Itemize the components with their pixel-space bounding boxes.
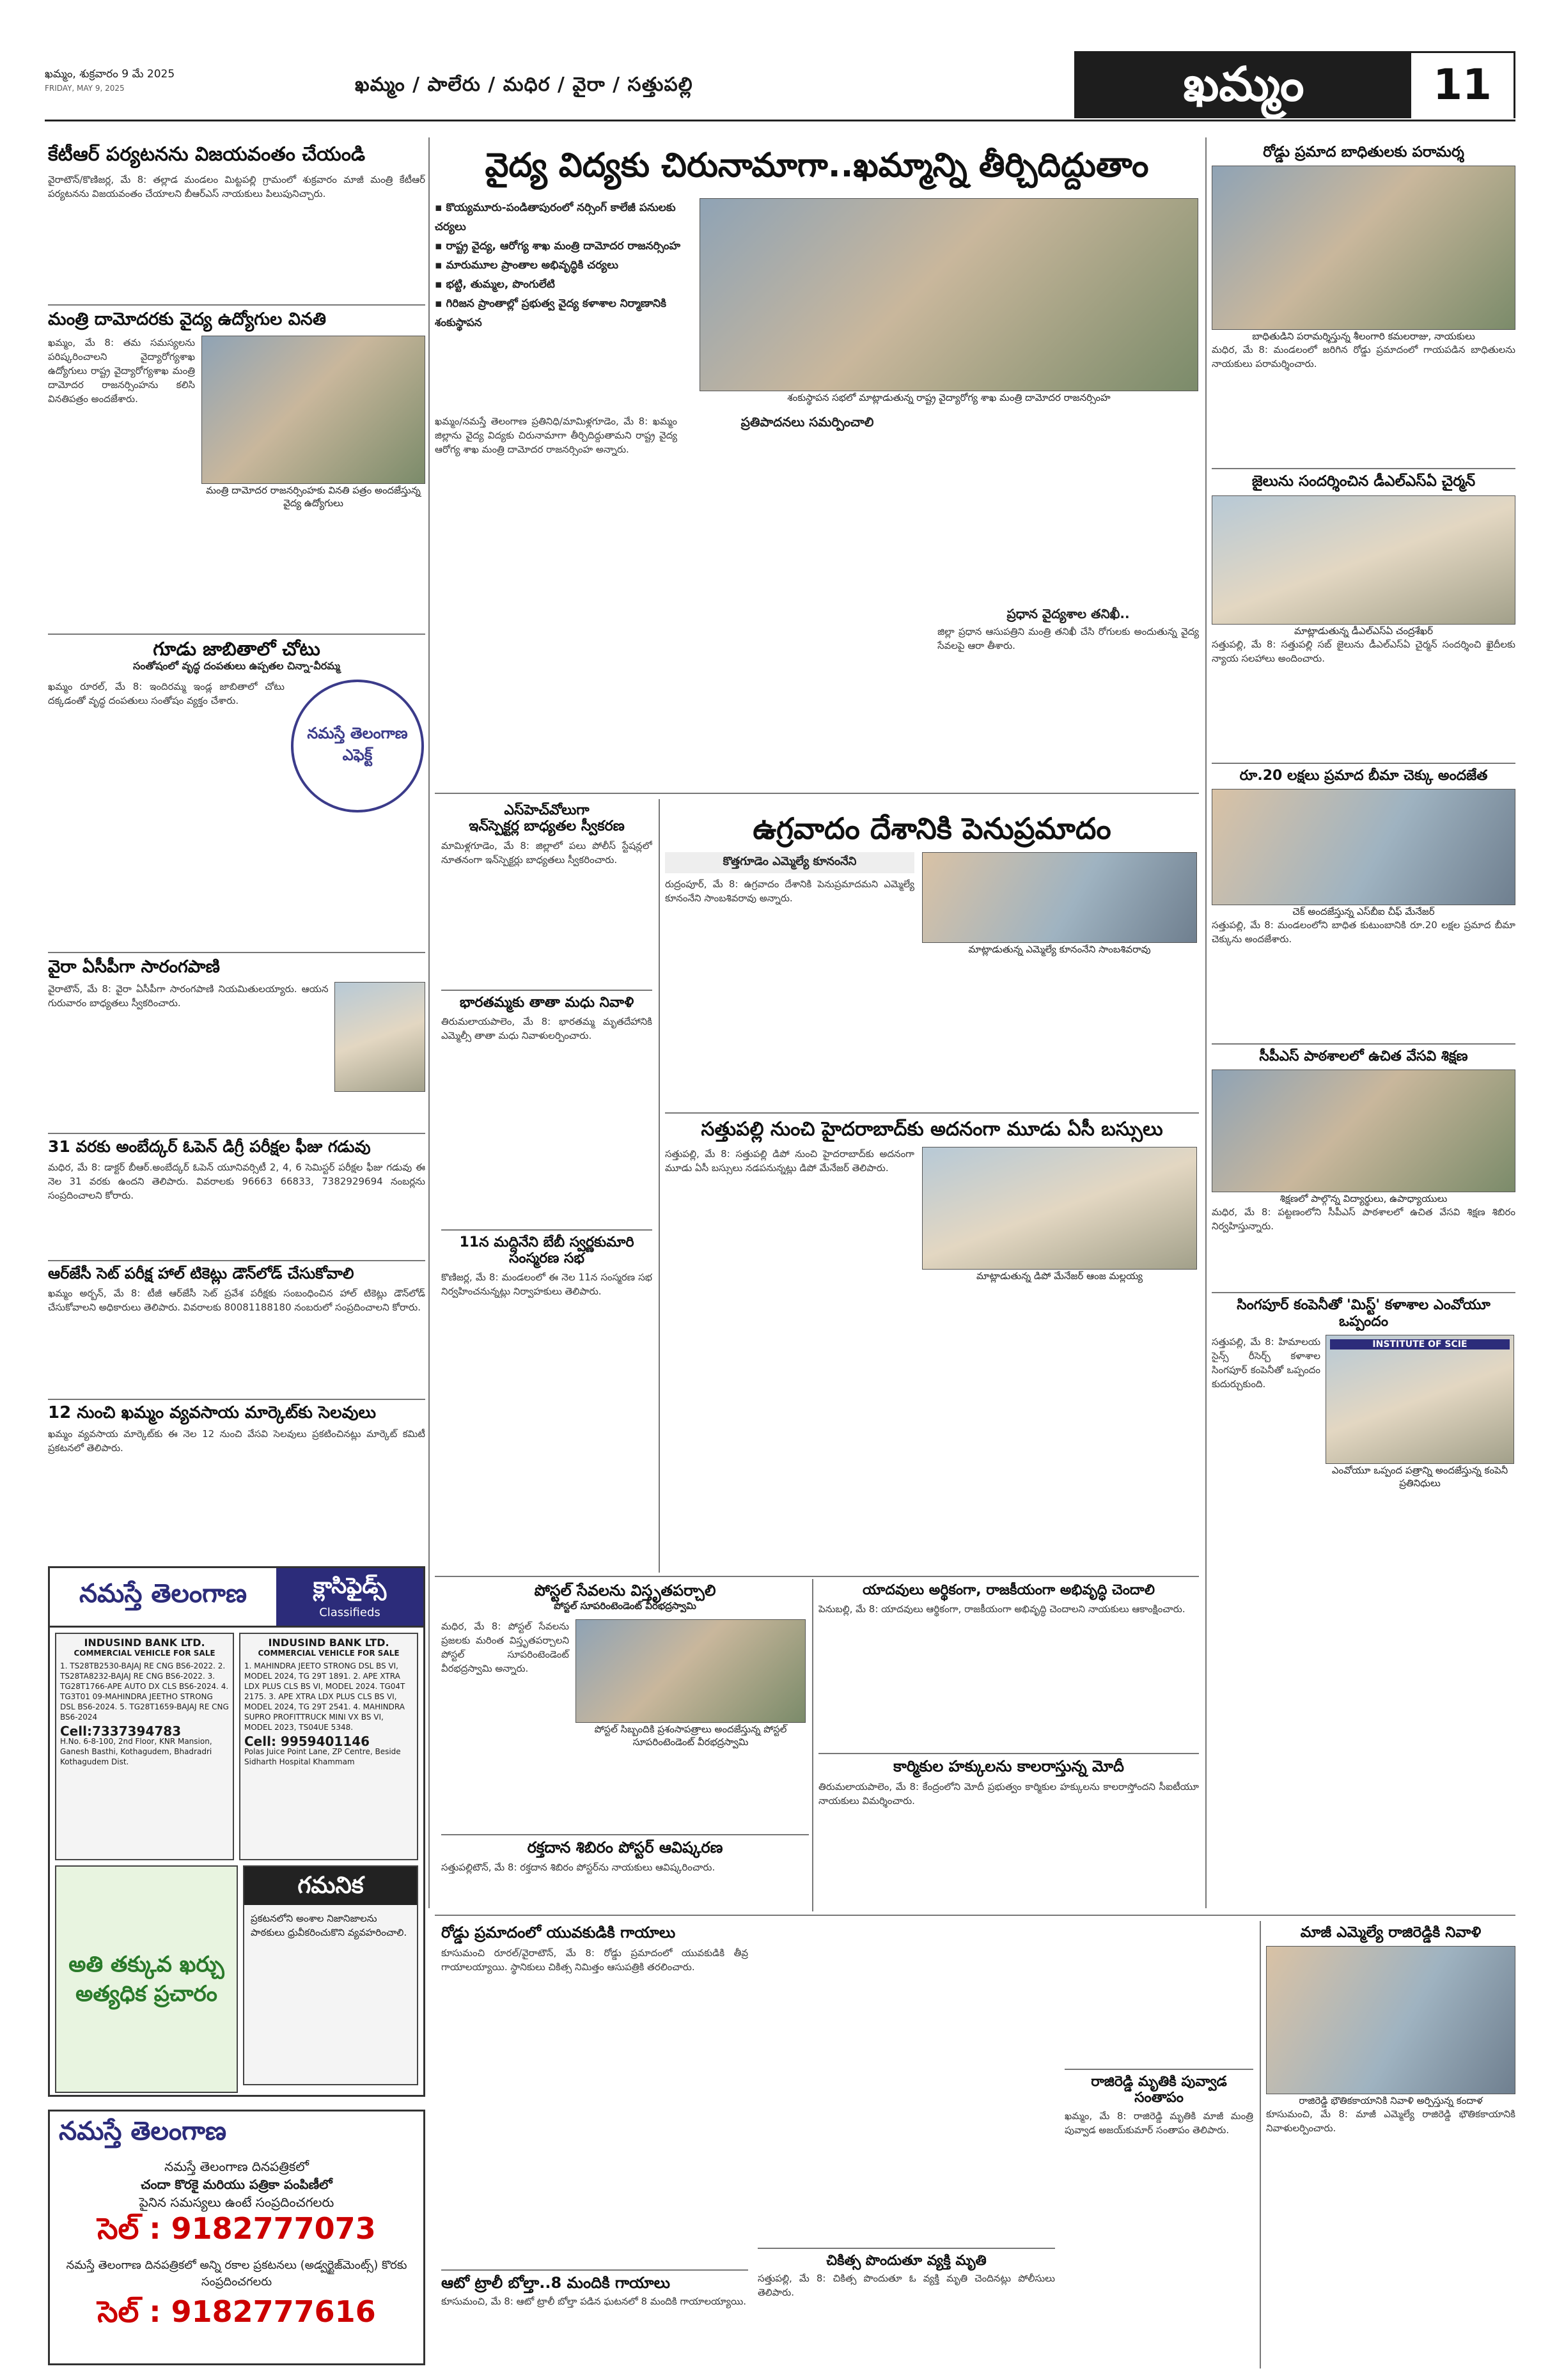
article-body-continued — [686, 433, 928, 752]
article-body: కూసుమంచి, మే 8: ఆటో ట్రాలీ బోల్తా పడిన ఘటనలో 8 మందికి గాయాలయ్యాయి. — [441, 2296, 747, 2308]
page-number: 11 — [1409, 51, 1515, 118]
article-body: ఖమ్మం, మే 8: తమ సమస్యలను పరిష్కరించాలని వైద్యారోగ్యశాఖ ఉద్యోగులు రాష్ట్ర వైద్యారోగ్యశాఖ మంత్రి దామోదర రాజనర్సింహను కలిసి వినతిపత్రం అందజేశారు. — [48, 336, 195, 405]
divider — [1212, 468, 1515, 469]
headline: రోడ్డు ప్రమాదంలో యువకుడికి గాయాలు — [441, 1924, 676, 1941]
headline: గూడు జాబితాలో చోటు — [153, 637, 320, 660]
headline: రాజిరెడ్డి మృతికి పువ్వాడ సంతాపం — [1091, 2074, 1227, 2106]
headline: కార్మికుల హక్కులను కాలరాస్తున్న మోదీ — [893, 1757, 1124, 1776]
divider — [48, 1399, 425, 1400]
city-name: ఖమ్మం — [1183, 57, 1304, 112]
column-rule — [812, 1579, 813, 1911]
article-body-continued — [758, 1924, 1055, 2244]
headline: మంత్రి దామోదరకు వైద్య ఉద్యోగుల వినతి — [48, 309, 326, 329]
ad-title: INDUSIND BANK LTD. — [268, 1637, 389, 1649]
ad-phone: Cell:7337394783 — [60, 1723, 182, 1739]
headline: ఆర్‌జేసీ సెట్ పరీక్ష హాల్ టికెట్లు డౌన్‌లోడ్ చేసుకోవాలి — [48, 1264, 354, 1282]
ad-paper-name: నమస్తే తెలంగాణ — [79, 1579, 247, 1608]
ad-line: చందా కొరకై మరియు పత్రికా పంపిణీలో — [141, 2177, 333, 2192]
headline: 12 నుంచి ఖమ్మం వ్యవసాయ మార్కెట్‌కు సెలవులు — [48, 1403, 376, 1423]
ad-phone: సెల్ : 9182777616 — [97, 2294, 376, 2329]
headline: 11న మద్దినేని బేబీ స్వర్ణకుమారి సంస్మరణ సభ — [459, 1234, 634, 1267]
headline: భారతమ్మకు తాతా మధు నివాళి — [459, 994, 634, 1011]
news-photo — [1266, 1946, 1515, 2094]
highlight-item: ▪ మారుమూల ప్రాంతాల అభివృద్ధికి చర్యలు — [435, 256, 691, 275]
news-photo — [1212, 1069, 1515, 1192]
ad-subtitle: COMMERCIAL VEHICLE FOR SALE — [74, 1649, 215, 1658]
highlights-list — [435, 198, 691, 332]
divider — [435, 1576, 1199, 1577]
photo-caption: పోస్టల్ సిబ్బందికి ప్రశంసాపత్రాలు అందజేస్తున్న పోస్టల్ సూపరింటెండెంట్ వీరభద్రస్వామి — [594, 1723, 787, 1748]
city-banner — [1074, 51, 1515, 118]
article-body-continued — [937, 414, 1199, 606]
divider — [48, 1260, 425, 1261]
news-photo — [1326, 1335, 1514, 1464]
postal-story — [441, 1582, 809, 1918]
photo-caption: మంత్రి దామోదర రాజనర్సింహకు వినతి పత్రం అందజేస్తున్న వైద్య ఉద్యోగులు — [206, 484, 421, 509]
article-body: సత్తుపల్లి, మే 8: సత్తుపల్లి డిపో నుంచి హైదరాబాద్‌కు అదనంగా మూడు ఏసీ బస్సులు నడపనున్నట్లు డిపో మేనేజర్ తెలిపారు. — [665, 1148, 914, 1174]
ad-line: నమస్తే తెలంగాణ దినపత్రికలో — [164, 2159, 309, 2174]
lead-photo — [700, 198, 1198, 391]
right-column — [1212, 144, 1515, 1501]
article-body: కొణిజర్ల, మే 8: మండలంలో ఈ నెల 11న సంస్మరణ సభ నిర్వహించనున్నట్లు నిర్వాహకులు తెలిపారు. — [441, 1272, 652, 1298]
photo-caption: ఎంవోయూ ఒప్పంద పత్రాన్ని అందజేస్తున్న కంపెనీ ప్రతినిధులు — [1331, 1465, 1508, 1489]
ad-body: 1. MAHINDRA JEETO STRONG DSL BS VI, MODEL 2024, TG 29T 1891. 2. APE XTRA LDX PLUS CLS BS VI, MODEL 2024. TG04T 2175. 3. APE XTRA LDX PLUS CLS BS VI, MODEL 2024, TG 29T 2541. 4. MAHINDRA SUPRO PROFITTRUCK MINI VX BS VI, MODEL 2023, TS04UE 5348. — [244, 1661, 405, 1732]
article-body: సత్తుపల్లి, మే 8: చికిత్స పొందుతూ ఓ వ్యక్తి మృతి చెందినట్లు పోలీసులు తెలిపారు. — [758, 2273, 1055, 2299]
photo-caption: మాట్లాడుతున్న ఎమ్మెల్యే కూనంనేని సాంబశివరావు — [968, 943, 1151, 955]
article-body: తిరుమలాయపాలెం, మే 8: భారతమ్మ మృతదేహానికి ఎమ్మెల్సీ తాతా మధు నివాళులర్పించారు. — [441, 1015, 652, 1041]
subscription-ad — [48, 2110, 425, 2365]
effect-logo: నమస్తే తెలంగాణ ఎఫెక్ట్ — [291, 680, 424, 813]
vehicle-sale-ad — [239, 1633, 418, 1860]
ad-line: నమస్తే తెలంగాణ దినపత్రికలో అన్ని రకాల ప్రకటనలు (అడ్వర్టైజ్‌మెంట్స్) కొరకు సంప్రదించగలరు — [66, 2259, 407, 2289]
ad-paper-name: నమస్తే తెలంగాణ — [59, 2117, 227, 2146]
ad-phone: Cell: 9959401146 — [244, 1734, 370, 1749]
article-body: మధిర, మే 8: పట్టణంలోని సీపీఎస్ పాఠశాలలో ఉచిత వేసవి శిక్షణ శిబిరం నిర్వహిస్తున్నారు. — [1212, 1206, 1515, 1233]
article-body: మధిర, మే 8: పోస్టల్ సేవలను ప్రజలకు మరింత విస్తృతపర్చాలని పోస్టల్ సూపరింటెండెంట్ వీరభద్రస్వామి అన్నారు. — [441, 1620, 569, 1674]
article-body: మధిర, మే 8: డాక్టర్ బీఆర్.అంబేద్కర్ ఓపెన్ యూనివర్సిటీ 2, 4, 6 సెమిస్టర్ పరీక్షల ఫీజు గడువు ఈ నెల 31 వరకు ఉందని తెలిపారు. వివరాలకు 96663 66833, 7382929694 నంబర్లను సంప్రదించాలని కోరారు. — [48, 1161, 425, 1201]
photo-caption: బాధితుడిని పరామర్శిస్తున్న శీలంగారి కమలరాజు, నాయకులు — [1252, 331, 1475, 343]
subheadline: కొత్తగూడెం ఎమ్మెల్యే కూనంనేని — [665, 852, 914, 873]
divider — [1065, 2069, 1253, 2070]
article-body: ఖమ్మం, మే 8: రాజిరెడ్డి మృతికి మాజీ మంత్రి పువ్వాడ అజయ్‌కుమార్ సంతాపం తెలిపారు. — [1065, 2110, 1253, 2136]
left-column — [48, 144, 425, 1510]
news-briefs-column — [441, 802, 652, 1468]
ad-body: 1. TS28TB2530-BAJAJ RE CNG BS6-2022. 2. TS28TA8232-BAJAJ RE CNG BS6-2022. 3. TG28T1766-APE AUTO DX CLS BS6-2024. 4. TG3T01 09-MAHINDRA JEETHO STRONG DSL BS6-2024. 5. TG28T1659-BAJAJ RE CNG BS6-2024 — [60, 1661, 229, 1722]
divider — [48, 1133, 425, 1134]
divider — [435, 1915, 1515, 1916]
divider — [1212, 1043, 1515, 1045]
ad-address: Polas Juice Point Lane, ZP Centre, Beside Sidharth Hospital Khammam — [244, 1747, 401, 1766]
news-photo — [1212, 166, 1515, 330]
headline: రక్తదాన శిబిరం పోస్టర్ ఆవిష్కరణ — [527, 1838, 723, 1856]
ad-line: పైనిన సమస్యలు ఉంటే సంప్రదించగలరు — [139, 2195, 334, 2210]
column-rule — [659, 799, 660, 1573]
highlight-item: ▪ గిరిజన ప్రాంతాల్లో ప్రభుత్వ వైద్య కళాశాల నిర్మాణానికి శంకుస్థాపన — [435, 294, 691, 332]
classifieds-ad — [48, 1566, 425, 2097]
bottom-story — [441, 1924, 748, 2333]
subheadline: పోస్టల్ సూపరింటెండెంట్ వీరభద్రస్వామి — [554, 1599, 696, 1612]
divider — [1212, 763, 1515, 764]
headline: రోడ్డు ప్రమాద బాధితులకు పరామర్శ — [1263, 144, 1464, 160]
photo-caption: శంకుస్థాపన సభలో మాట్లాడుతున్న రాష్ట్ర వైద్యారోగ్య శాఖ మంత్రి దామోదర రాజనర్సింహ — [787, 391, 1111, 403]
news-photo — [922, 1147, 1197, 1270]
divider — [758, 2248, 1055, 2249]
article-body: తిరుమలాయపాలెం, మే 8: కేంద్రంలోని మోదీ ప్రభుత్వం కార్మికుల హక్కులను కాలరాస్తోందని సీఐటీయూ నాయకులు విమర్శించారు. — [818, 1780, 1199, 1807]
article-body-continued — [922, 1282, 1197, 1385]
ad-title: INDUSIND BANK LTD. — [84, 1637, 205, 1649]
divider — [435, 793, 1199, 794]
highlight-item: ▪ కొయ్యమూరు-పండితాపురంలో నర్సింగ్ కాలేజీ పనులకు చర్యలు — [435, 198, 691, 237]
edition-places: ఖమ్మం / పాలేరు / మధిర / వైరా / సత్తుపల్లి — [355, 74, 693, 96]
article-body-continued — [48, 527, 425, 630]
article-body: ఖమ్మం/నమస్తే తెలంగాణ ప్రతినిధి/మామిళ్లగూడెం, మే 8: ఖమ్మం జిల్లాను వైద్య విద్యకు చిరునామాగా తీర్చిదిద్దుతామని రాష్ట్ర వైద్య ఆరోగ్య శాఖ మంత్రి దామోదర రాజనర్సింహ అన్నారు. — [435, 415, 678, 455]
headline: జైలును సందర్శించిన డీఎల్ఎస్ఏ చైర్మన్ — [1251, 473, 1476, 490]
headline: ఎస్‌హెచ్‌వోలుగా — [504, 802, 590, 818]
photo-caption: రాజిరెడ్డి భౌతికకాయానికి నివాళి అర్పిస్తున్న కందాళ — [1299, 2095, 1483, 2107]
headline: సత్తుపల్లి నుంచి హైదరాబాద్‌కు అదనంగా మూడు ఏసీ బస్సులు — [701, 1117, 1163, 1140]
headline: కేటీఆర్ పర్యటనను విజయవంతం చేయండి — [48, 144, 366, 166]
photo-caption: మాట్లాడుతున్న డీఎల్ఎస్ఏ చంద్రశేఖర్ — [1294, 625, 1434, 637]
news-photo — [922, 852, 1197, 943]
date-english: FRIDAY, MAY 9, 2025 — [45, 84, 125, 93]
subheadline: ప్రధాన వైద్యశాల తనిఖీ.. — [1006, 605, 1130, 621]
article-body: పెనుబల్లి, మే 8: యాదవులు ఆర్థికంగా, రాజకీయంగా అభివృద్ధి చెందాలని నాయకులు ఆకాంక్షించారు. — [818, 1603, 1185, 1615]
headline: మాజీ ఎమ్మెల్యే రాజిరెడ్డికి నివాళి — [1300, 1924, 1482, 1941]
divider — [441, 1834, 809, 1835]
ad-phone: సెల్ : 9182777073 — [97, 2211, 376, 2246]
article-body: కూసుమంచి రూరల్/వైరాటౌన్, మే 8: రోడ్డు ప్రమాదంలో యువకుడికి తీవ్ర గాయాలయ్యాయి. స్థానికులు చికిత్స నిమిత్తం ఆసుపత్రికి తరలించారు. — [441, 1947, 748, 1973]
date-telugu: ఖమ్మం, శుక్రవారం 9 మే 2025 — [45, 68, 175, 81]
highlight-item: ▪ రాష్ట్ర వైద్య, ఆరోగ్య శాఖ మంత్రి దామోదర రాజనర్సింహ — [435, 237, 691, 256]
bottom-story — [1266, 1924, 1515, 2318]
dateline — [45, 67, 175, 95]
column-rule — [1205, 137, 1207, 1908]
headline: చికిత్స పొందుతూ వ్యక్తి మృతి — [826, 2253, 987, 2269]
headline: ఆటో ట్రాలీ బోల్తా..8 మందికి గాయాలు — [441, 2273, 670, 2292]
news-photo — [1212, 789, 1515, 905]
bottom-story — [758, 1924, 1055, 2335]
article-body: రుద్రంపూర్, మే 8: ఉగ్రవాదం దేశానికి పెనుప్రమాదమని ఎమ్మెల్యే కూనంనేని సాంబశివరావు అన్నారు. — [665, 878, 914, 904]
article-body: సత్తుపల్లి, మే 8: హిమాలయ సైన్స్ రీసెర్చ్ కళాశాల సింగపూర్ కంపెనీతో ఒప్పందం కుదుర్చుకుంది. — [1212, 1336, 1320, 1390]
article-body: మామిళ్లగూడెం, మే 8: జిల్లాలో పలు పోలీస్ స్టేషన్లలో నూతనంగా ఇన్‌స్పెక్టర్లు బాధ్యతలు స్వీకరించారు. — [441, 839, 652, 866]
portrait-photo — [334, 982, 425, 1092]
photo-caption: శిక్షణలో పాల్గొన్న విద్యార్థులు, ఉపాధ్యాయులు — [1279, 1193, 1448, 1205]
article-body: ఖమ్మం వ్యవసాయ మార్కెట్‌కు ఈ నెల 12 నుంచి వేసవి సెలవులు ప్రకటించినట్లు మార్కెట్ కమిటీ ప్రకటనలో తెలిపారు. — [48, 1428, 425, 1454]
divider — [441, 1229, 652, 1231]
news-photo — [1212, 495, 1515, 625]
highlight-item: ▪ భట్టి, తుమ్మల, పొంగులేటి — [435, 275, 691, 294]
ad-subtitle: COMMERCIAL VEHICLE FOR SALE — [258, 1649, 400, 1658]
photo-caption: చెక్ అందజేస్తున్న ఎస్‌బీఐ చీఫ్ మేనేజర్ — [1292, 906, 1435, 918]
article-body: సత్తుపల్లి, మే 8: మండలంలోని బాధిత కుటుంబానికి రూ.20 లక్షల ప్రమాద బీమా చెక్కును అందజేశారు. — [1212, 919, 1515, 945]
terror-story — [665, 812, 1199, 1390]
headline: సింగపూర్ కంపెనీతో 'మిస్ట్' కళాశాల ఎంవోయూ ఒప్పందం — [1237, 1297, 1490, 1330]
article-body: ఖమ్మం రూరల్, మే 8: ఇందిరమ్మ ఇండ్ల జాబితాలో చోటు దక్కడంతో వృద్ధ దంపతులు సంతోషం వ్యక్తం చేశారు. — [48, 680, 285, 706]
article-body-continued — [922, 956, 1197, 1096]
headline: ఇన్‌స్పెక్టర్ల బాధ్యతల స్వీకరణ — [469, 818, 625, 835]
notice-title: గమనిక — [244, 1867, 417, 1905]
article-body: సత్తుపల్లి, మే 8: సత్తుపల్లి సబ్ జైలును డీఎల్ఎస్ఏ చైర్మన్ సందర్శించి ఖైదీలకు న్యాయ సలహాలు అందించారు. — [1212, 638, 1515, 664]
divider — [48, 634, 425, 635]
divider — [441, 990, 652, 991]
subheadline: సంతోషంలో వృద్ధ దంపతులు ఉప్పతల చిన్నా-వీరమ్మ — [133, 659, 340, 672]
divider — [1212, 1292, 1515, 1293]
article-body: సత్తుపల్లిటౌన్, మే 8: రక్తదాన శిబిరం పోస్టర్‌ను నాయకులు ఆవిష్కరించారు. — [441, 1862, 716, 1874]
institute-banner: INSTITUTE OF SCIE — [1330, 1339, 1510, 1349]
subheadline: ప్రతిపాదనలు సమర్పించాలి — [740, 414, 874, 430]
headline: సీపీఎస్ పాఠశాలలో ఉచిత వేసవి శిక్షణ — [1259, 1048, 1468, 1065]
article-body: మధిర, మే 8: మండలంలో జరిగిన రోడ్డు ప్రమాదంలో గాయపడిన బాధితులను నాయకులు పరామర్శించారు. — [1212, 344, 1515, 370]
article-body: వైరాటౌన్/కొణిజర్ల, మే 8: తల్లాడ మండలం మిట్టపల్లి గ్రామంలో శుక్రవారం మాజీ మంత్రి కేటీఆర్ పర్యటనను విజయవంతం చేయాలని బీఆర్ఎస్ నాయకులు పిలుపునిచ్చారు. — [48, 173, 425, 199]
notice-box — [243, 1865, 418, 2085]
classifieds-label: క్లాసిఫైడ్స్ — [313, 1573, 387, 1599]
headline: రూ.20 లక్షలు ప్రమాద బీమా చెక్కు అందజేత — [1239, 767, 1488, 784]
vehicle-sale-ad — [55, 1633, 234, 1860]
main-column — [435, 147, 1199, 753]
headline: వైరా ఏసీపీగా సారంగపాణి — [48, 956, 220, 977]
main-headline: వైద్య విద్యకు చిరునామాగా..ఖమ్మాన్ని తీర్చిదిద్దుతాం — [485, 147, 1149, 185]
news-photo — [575, 1619, 806, 1723]
divider — [818, 1753, 1199, 1754]
ad-address: H.No. 6-8-100, 2nd Floor, KNR Mansion, Ganesh Basthi, Kothagudem, Bhadradri Kothagudem Dist. — [60, 1737, 212, 1766]
headline: పోస్టల్ సేవలను విస్తృతపర్చాలి — [534, 1582, 716, 1599]
photo-caption: మాట్లాడుతున్న డిపో మేనేజర్ ఆంజ మల్లయ్య — [976, 1270, 1143, 1282]
article-body: కూసుమంచి, మే 8: మాజీ ఎమ్మెల్యే రాజిరెడ్డి భౌతికకాయానికి నివాళులర్పించారు. — [1266, 2108, 1515, 2135]
divider — [441, 2269, 748, 2271]
column-rule — [1260, 1921, 1261, 2368]
notice-body: ప్రకటనలోని అంశాల నిజానిజాలను పాఠకులు ధ్రువీకరించుకొని వ్యవహరించాలి. — [251, 1913, 407, 1938]
news-photo — [201, 336, 425, 484]
article-body: జిల్లా ప్రధాన ఆసుపత్రిని మంత్రి తనిఖీ చేసి రోగులకు అందుతున్న వైద్య సేవలపై ఆరా తీశారు. — [937, 625, 1199, 651]
divider — [48, 304, 425, 306]
headline: యాదవులు అర్థికంగా, రాజకీయంగా అభివృద్ధి చెందాలి — [863, 1582, 1155, 1598]
headline: 31 వరకు అంబేద్కర్ ఓపెన్ డిగ్రీ పరీక్షల ఫీజు గడువు — [48, 1137, 371, 1156]
community-story — [818, 1582, 1199, 1895]
article-body: ఖమ్మం అర్బన్, మే 8: టీజీ ఆర్‌జేసీ సెట్ ప్రవేశ పరీక్షకు సంబంధించిన హాల్ టికెట్లు డౌన్‌లోడ్ చేసుకోవాలని అధికారులు తెలిపారు. వివరాలకు 80081188180 నంబరులో సంప్రదించాలని కోరారు. — [48, 1287, 425, 1314]
column-rule — [428, 137, 430, 1908]
article-body-continued — [1065, 1924, 1253, 2065]
classifieds-label-en: Classifieds — [319, 1606, 380, 1619]
promo-ad: అతి తక్కువ ఖర్చు అత్యధిక ప్రచారం — [55, 1865, 238, 2093]
bottom-story — [1065, 1924, 1253, 2352]
headline: ఉగ్రవాదం దేశానికి పెనుప్రమాదం — [753, 812, 1111, 846]
divider — [665, 1112, 1199, 1114]
article-body: వైరాటౌన్, మే 8: వైరా ఏసీపీగా సారంగపాణి నియమితులయ్యారు. ఆయన గురువారం బాధ్యతలు స్వీకరించారు. — [48, 983, 329, 1009]
divider — [48, 952, 425, 953]
